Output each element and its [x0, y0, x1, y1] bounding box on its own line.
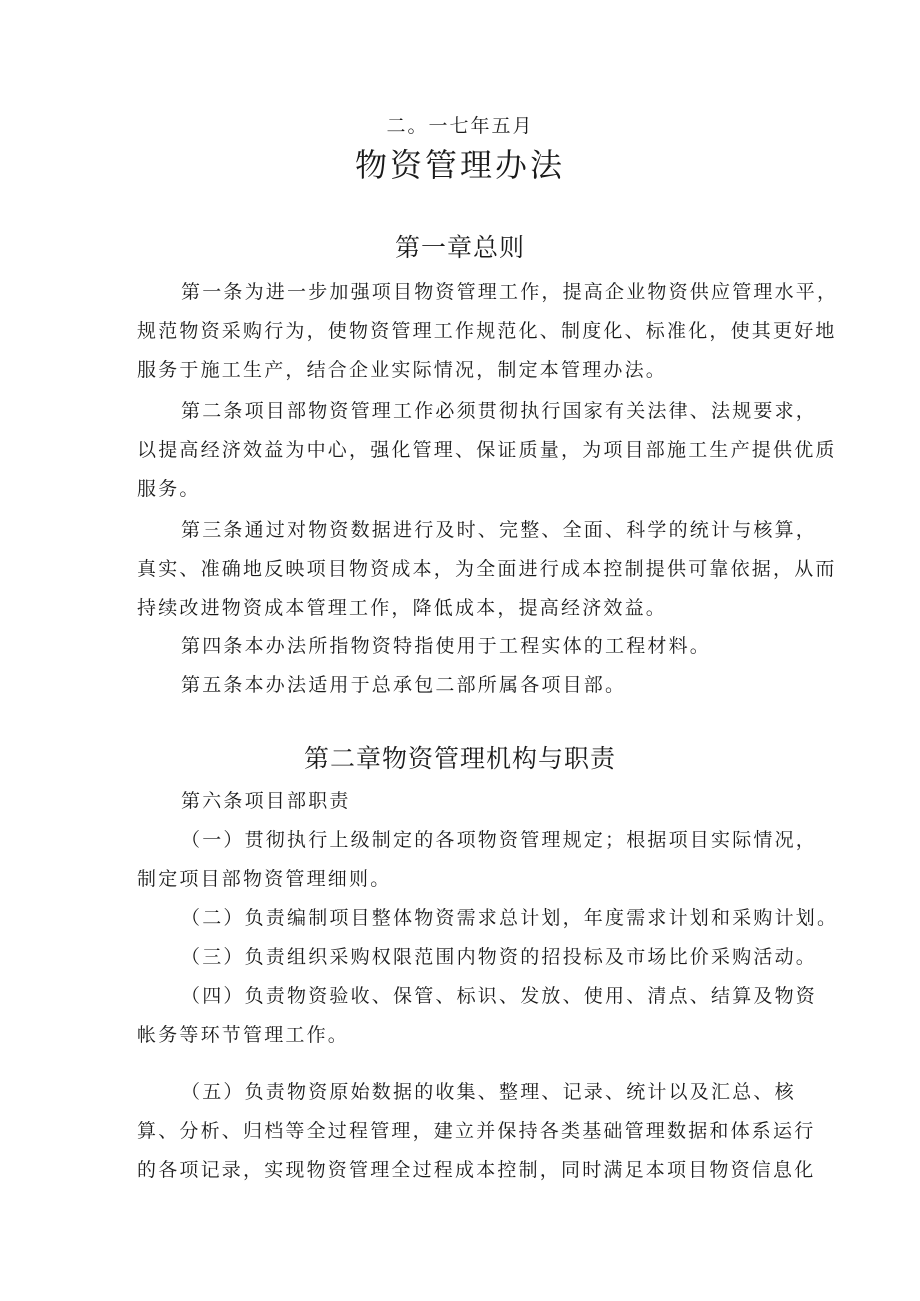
paragraph-line: 第一条为进一步加强项目物资管理工作，提高企业物资供应管理水平， [181, 281, 839, 303]
paragraph-line: （四）负责物资验收、保管、标识、发放、使用、清点、结算及物资 [181, 985, 818, 1007]
paragraph-line: 算、分析、归档等全过程管理，建立并保持各类基础管理数据和体系运行 [137, 1120, 816, 1142]
paragraph-line: 真实、准确地反映项目物资成本，为全面进行成本控制提供可靠依据，从而 [137, 558, 837, 580]
paragraph-line: （五）负责物资原始数据的收集、整理、记录、统计以及汇总、核 [181, 1081, 796, 1103]
paragraph-line: 以提高经济效益为中心，强化管理、保证质量，为项目部施工生产提供优质 [137, 439, 837, 461]
document-title: 物资管理办法 [354, 146, 565, 184]
paragraph-line: 帐务等环节管理工作。 [137, 1024, 350, 1046]
paragraph-line: （三）负责组织采购权限范围内物资的招投标及市场比价采购活动。 [181, 946, 818, 968]
paragraph-line: 第六条项目部职责 [181, 790, 351, 812]
paragraph-line: 第五条本办法适用于总承包二部所属各项目部。 [181, 674, 627, 696]
paragraph-line: （二）负责编制项目整体物资需求总计划，年度需求计划和采购计划。 [181, 907, 839, 929]
chapter-1-heading: 第一章总则 [394, 233, 525, 262]
paragraph-line: 持续改进物资成本管理工作，降低成本，提高经济效益。 [137, 597, 668, 619]
paragraph-line: 制定项目部物资管理细则。 [137, 868, 392, 890]
paragraph-line: 的各项记录，实现物资管理全过程成本控制，同时满足本项目物资信息化 [137, 1159, 816, 1181]
document-date: 二。一七年五月 [386, 115, 534, 137]
paragraph-line: （一）贯彻执行上级制定的各项物资管理规定；根据项目实际情况， [181, 829, 818, 851]
paragraph-line: 第三条通过对物资数据进行及时、完整、全面、科学的统计与核算， [181, 519, 818, 541]
paragraph-line: 服务于施工生产，结合企业实际情况，制定本管理办法。 [137, 359, 668, 381]
paragraph-line: 服务。 [137, 478, 201, 500]
paragraph-line: 规范物资采购行为，使物资管理工作规范化、制度化、标准化，使其更好地 [137, 320, 837, 342]
paragraph-line: 第二条项目部物资管理工作必须贯彻执行国家有关法律、法规要求， [181, 400, 818, 422]
paragraph-line: 第四条本办法所指物资特指使用于工程实体的工程材料。 [181, 635, 712, 657]
chapter-2-heading: 第二章物资管理机构与职责 [303, 744, 616, 773]
